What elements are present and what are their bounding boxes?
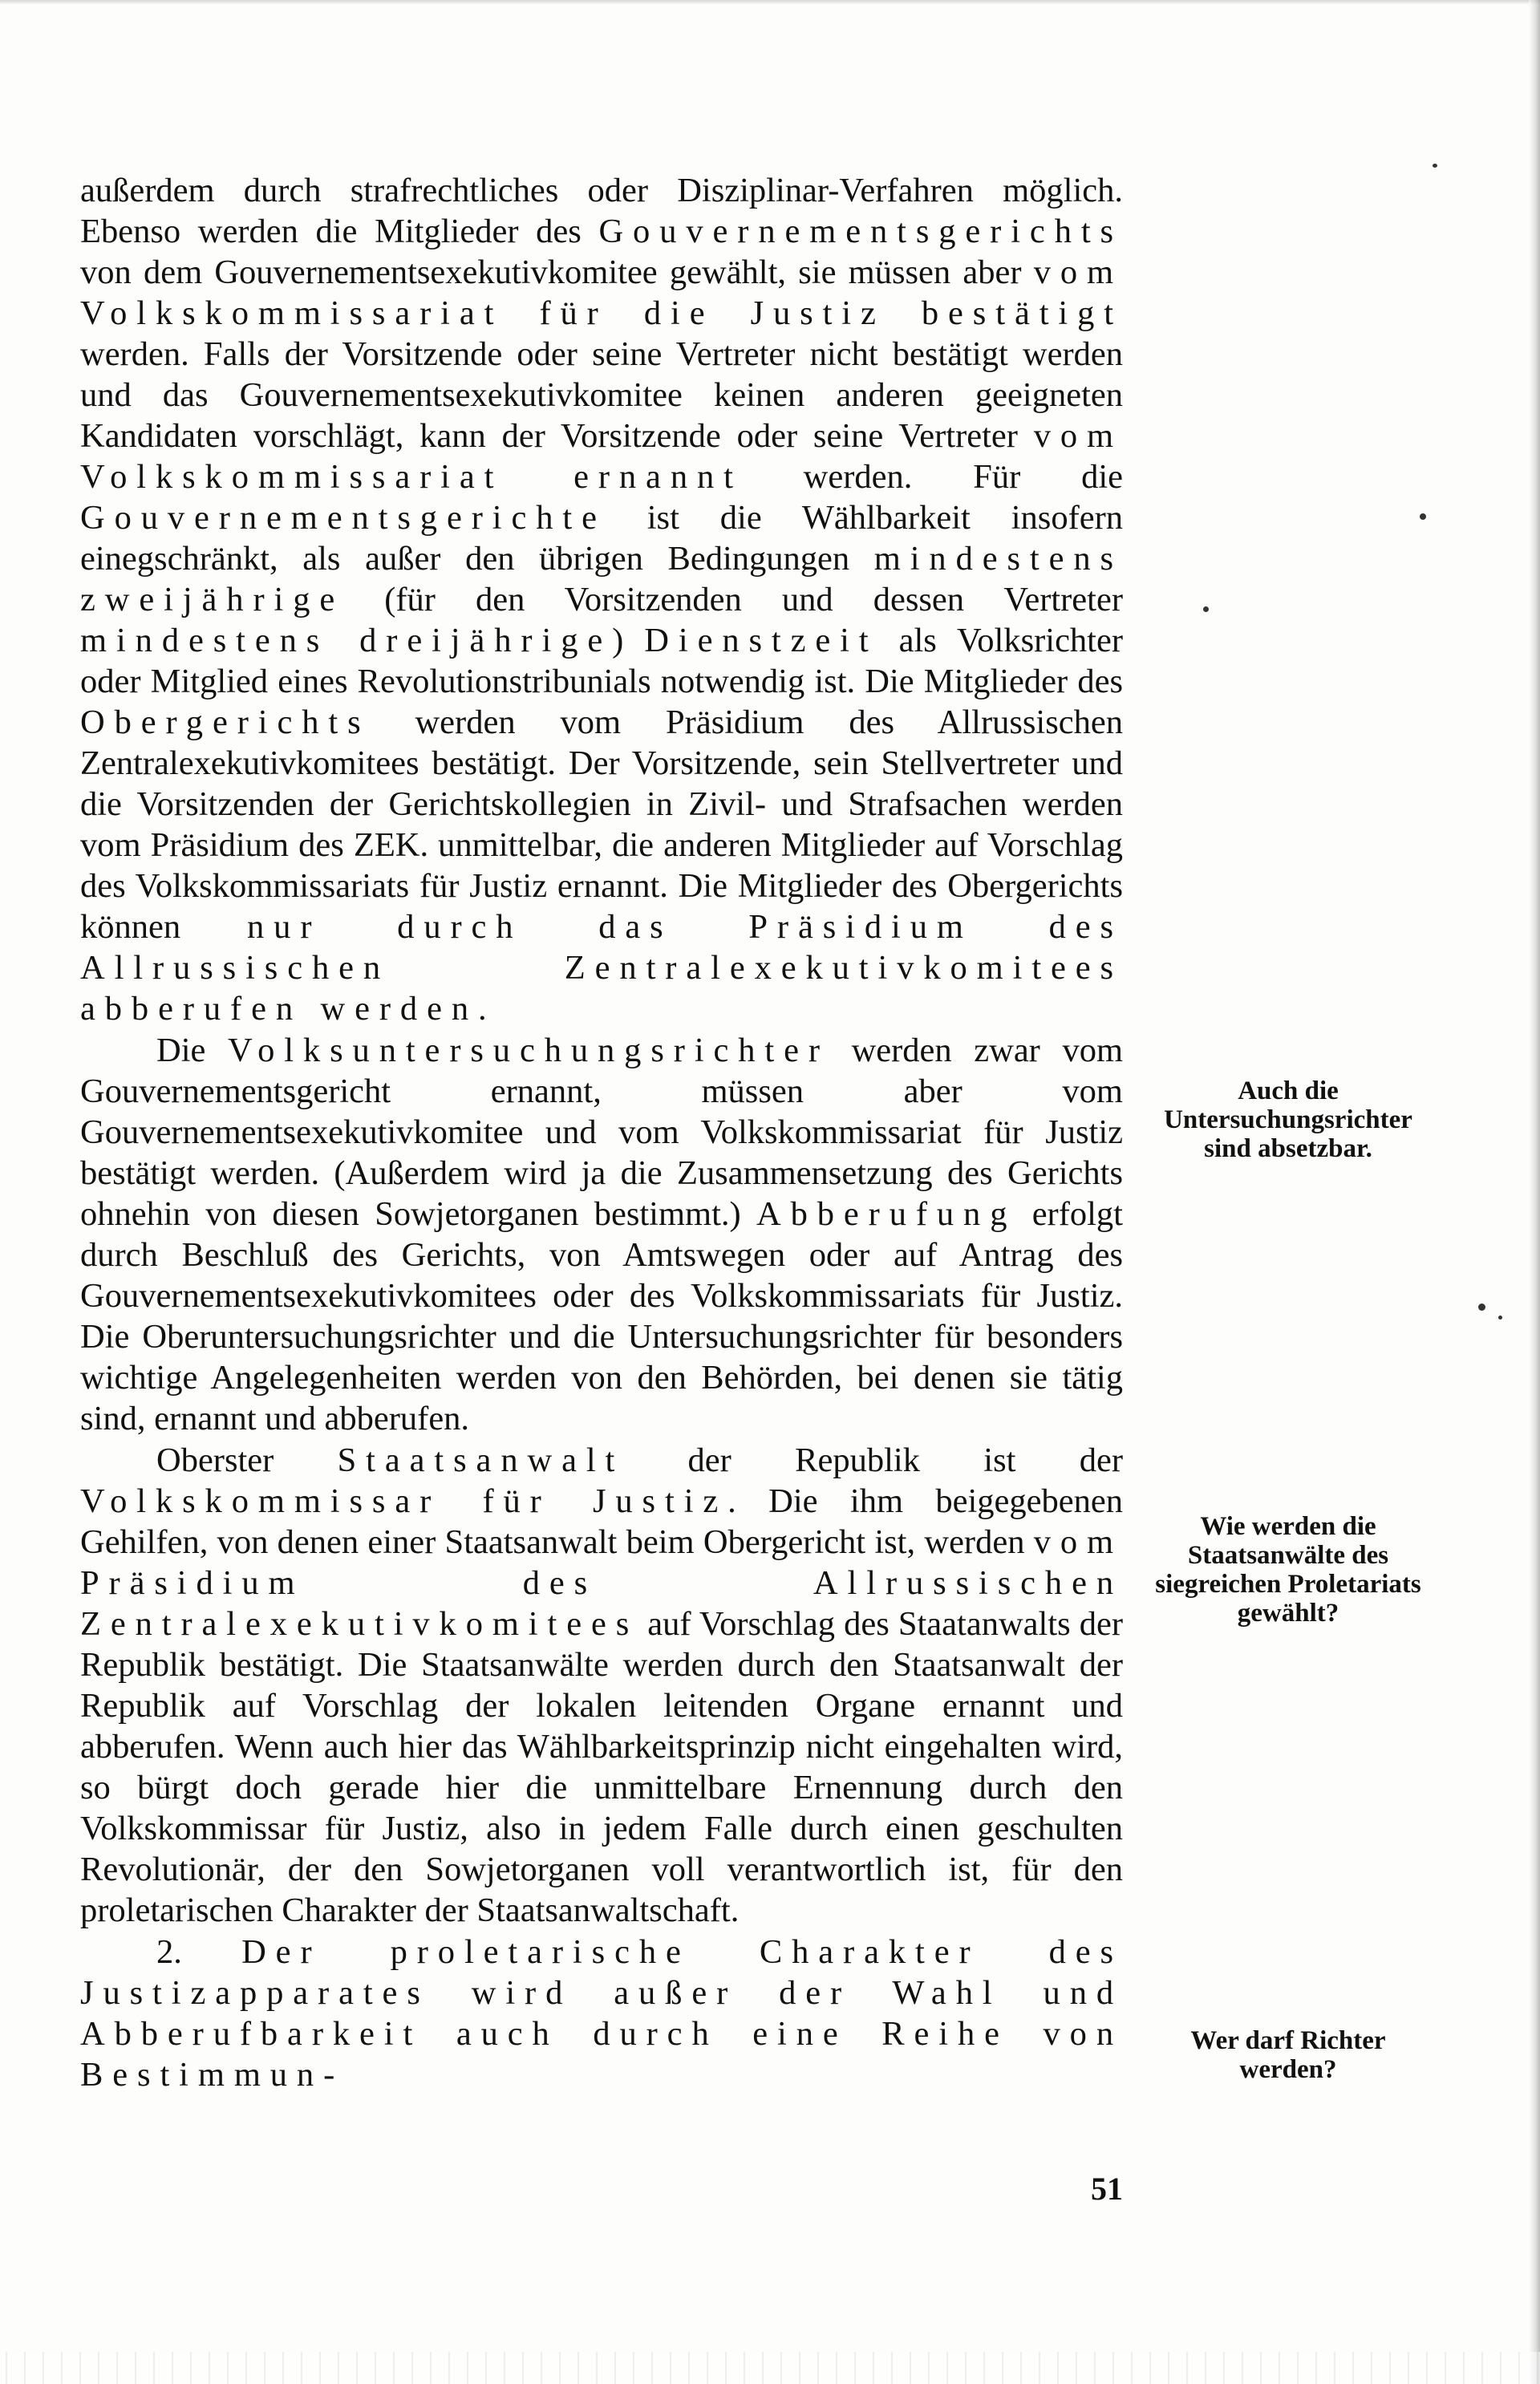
- body-text: [80, 170, 1123, 2095]
- paragraph: [80, 1030, 1123, 1439]
- scan-speck: [1203, 606, 1209, 612]
- text-run: ): [612, 622, 645, 659]
- text-run: als Volksrichter oder Mitglied eines Revolutionstribunials notwendig ist. Die Mitglieder des: [80, 622, 1124, 700]
- margin-note-richter: Wer darf Richter werden?: [1190, 2026, 1386, 2084]
- text-run: werden. Falls der Vorsitzende oder seine Vertreter nicht bestätigt werden und das Gouvernementsexekutivkomitee keinen anderen geeigneten Kandidaten vorschlägt, kann der Vorsitzende oder seine Vertreter: [80, 335, 1123, 455]
- paragraph: [80, 1440, 1123, 1931]
- emphasized-text: Gouvernementsgerichte: [80, 499, 606, 537]
- emphasized-text: Volksuntersuchungsrichter: [227, 1032, 829, 1069]
- emphasized-text: Volkskommissar für Justiz: [80, 1482, 728, 1520]
- text-run: auf Vorschlag des Staatanwalts der Republik bestätigt. Die Staatsanwälte werden durch den Staatsanwalt der Republik auf Vorschlag der lokalen leitenden Organe ernannt und abberufen. Wenn auch hier das Wählbarkeitsprinzip nicht eingehalten wird, so bürgt doch gerade hier die unmittelbare Ernennung durch den Volkskommissar für Justiz, also in jedem Falle durch einen geschulten Revolutionär, der den Sowjetorganen voll verantwortlich ist, für den proletarischen Charakter der Staatsanwaltschaft.: [80, 1605, 1123, 1929]
- text-run: werden vom Präsidium des Allrussischen Zentralexekutivkomitees bestätigt. Der Vorsitzende, sein Stellvertreter und die Vorsitzenden der Gerichtskollegien in Zivil- und Strafsachen werden vom Präsidium des ZEK. unmittelbar, die anderen Mitglieder auf Vorschlag des Volkskommissariats für Justiz ernannt. Die Mitglieder des Obergerichts können: [80, 703, 1123, 946]
- emphasized-text: nur durch das Präsidium des Allrussischen Zentralexekutivkomitees abberufen werden: [80, 908, 1123, 1028]
- text-run: (für den Vorsitzenden und dessen Vertreter: [344, 581, 1123, 618]
- text-run: werden zwar vom Gouvernementsgericht ernannt, müssen aber vom Gouvernementsexekutivkomitee und vom Volkskommissariat für Justiz bestätigt werden. (Außerdem wird ja die Zusammensetzung des Gerichts ohnehin von diesen Sowjetorganen bestimmt.): [80, 1032, 1123, 1233]
- page-bottom-edge: [0, 2352, 1540, 2384]
- page-right-edge: [1529, 0, 1540, 2384]
- emphasized-text: vom Präsidium des Allrussischen Zentralexekutivkomitees: [80, 1523, 1123, 1643]
- text-run: Oberster: [156, 1441, 338, 1479]
- page-number: 51: [1091, 2171, 1123, 2207]
- text-run: außerdem durch strafrechtliches oder Disziplinar-Verfahren möglich. Ebenso werden die Mitglieder des: [80, 172, 1123, 250]
- emphasized-text: Abberufung: [756, 1195, 1017, 1233]
- emphasized-text: Gouvernementsgerichts: [598, 213, 1123, 250]
- margin-note-staatsanwaelte: Wie werden die Staatsanwälte des siegreichen Proletariats gewählt?: [1155, 1512, 1421, 1628]
- emphasized-text: Dienstzeit: [644, 622, 878, 659]
- text-run: erfolgt durch Beschluß des Gerichts, von Amtswegen oder auf Antrag des Gouvernementsexekutivkomitees oder des Volkskommissariats für Justiz. Die Oberuntersuchungsrichter und die Untersuchungsrichter für besonders wichtige Angelegenheiten werden von den Behörden, bei denen sie tätig sind, ernannt und abberufen.: [80, 1195, 1123, 1437]
- scan-speck: [1433, 164, 1437, 168]
- emphasized-text: mindestens dreijährige: [80, 622, 613, 659]
- emphasized-text: Obergerichts: [80, 703, 371, 741]
- text-run: . Die ihm beigegebenen Gehilfen, von denen einer Staatsanwalt beim Obergericht ist, werden: [80, 1482, 1123, 1561]
- paragraph: [80, 170, 1123, 1029]
- margin-note-untersuchungsrichter: Auch die Untersuchungsrichter sind absetzbar.: [1164, 1076, 1412, 1163]
- emphasized-text: Staatsanwalt: [337, 1441, 625, 1479]
- emphasized-text: vom Volkskommissariat für die Justiz bestätigt: [80, 253, 1123, 332]
- paragraph: [80, 1932, 1123, 2095]
- text-run: .: [478, 990, 487, 1028]
- text-run: 2.: [156, 1933, 242, 1971]
- emphasized-text: vom Volkskommissariat ernannt: [80, 417, 1123, 496]
- scan-speck: [1478, 1303, 1485, 1311]
- text-run: Die: [156, 1032, 228, 1069]
- scan-speck: [1498, 1316, 1502, 1320]
- text-run: von dem Gouvernementsexekutivkomitee gewählt, sie müssen aber: [80, 253, 1034, 291]
- emphasized-text: Der proletarische Charakter des Justizapparates wird außer der Wahl und Abberufbarkeit auch durch eine Reihe von Bestimmun-: [80, 1933, 1123, 2094]
- text-run: der Republik ist der: [624, 1441, 1124, 1479]
- text-run: werden. Für die: [742, 458, 1123, 496]
- scan-speck: [1420, 513, 1426, 520]
- text-run: ist die Wählbarkeit insofern einegschränkt, als außer den übrigen Bedingungen: [80, 499, 1123, 578]
- page-top-edge: [0, 0, 1540, 5]
- emphasized-text: mindestens zweijährige: [80, 540, 1123, 618]
